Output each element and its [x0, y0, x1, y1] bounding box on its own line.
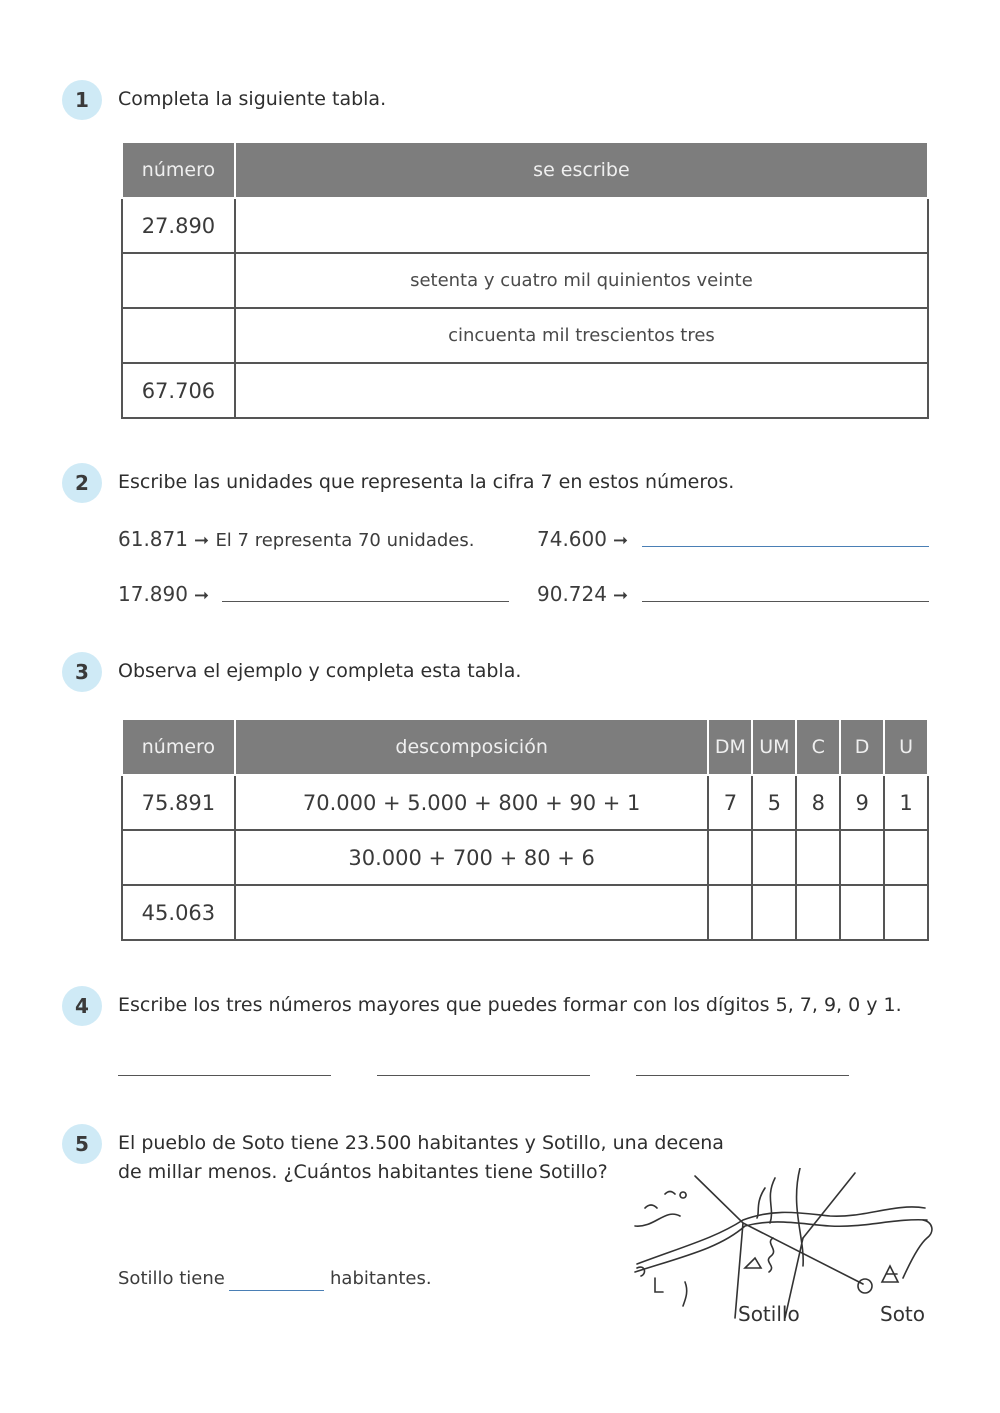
- header-um: UM: [752, 719, 796, 775]
- table-row: [122, 253, 928, 308]
- digit-answer-cell-d[interactable]: [840, 885, 884, 940]
- exercise-4-badge: 4: [62, 986, 102, 1026]
- decomposition-answer-cell[interactable]: [235, 885, 709, 940]
- map-dot-soto: [858, 1279, 872, 1293]
- ex2-number: 17.890: [118, 582, 188, 606]
- ex2-answer-line[interactable]: [642, 601, 929, 602]
- arrow-icon: ➞: [193, 530, 210, 551]
- ex2-item-example: [118, 527, 474, 551]
- arrow-icon: ➞: [193, 585, 210, 606]
- map-building-sotillo: [745, 1258, 761, 1268]
- map-road-ne: [803, 1173, 855, 1238]
- map-tower-icon: [882, 1266, 898, 1282]
- ex2-number: 74.600: [537, 527, 607, 551]
- header-u: U: [884, 719, 928, 775]
- table-row: [122, 775, 928, 830]
- ex5-answer-suffix: habitantes.: [330, 1268, 432, 1289]
- ex2-number: 90.724: [537, 582, 607, 606]
- header-dm: DM: [708, 719, 752, 775]
- exercise-2-badge: 2: [62, 463, 102, 503]
- number-cell: 45.063: [122, 885, 235, 940]
- number-cell: 75.891: [122, 775, 235, 830]
- exercise-5-statement-line2: de millar menos. ¿Cuántos habitantes tiene Sotillo?: [118, 1161, 608, 1183]
- digit-answer-cell-dm[interactable]: [708, 830, 752, 885]
- text-cell: setenta y cuatro mil quinientos veinte: [235, 253, 928, 308]
- map-winding-river: [768, 1238, 773, 1272]
- arrow-icon: ➞: [612, 530, 629, 551]
- digit-answer-cell-um[interactable]: [752, 830, 796, 885]
- map-decoration: [645, 1192, 686, 1209]
- header-d: D: [840, 719, 884, 775]
- number-cell: 67.706: [122, 363, 235, 418]
- ex2-item: [537, 582, 628, 606]
- ex5-answer-line[interactable]: [229, 1290, 324, 1291]
- map-streams: [757, 1178, 775, 1223]
- number-answer-cell[interactable]: [122, 830, 235, 885]
- ex2-number: 61.871: [118, 527, 188, 551]
- table-row: [122, 308, 928, 363]
- header-se-escribe: se escribe: [235, 142, 928, 198]
- arrow-icon: ➞: [612, 585, 629, 606]
- table-decomposition: [121, 718, 929, 941]
- header-numero: número: [122, 142, 235, 198]
- table-row: [122, 885, 928, 940]
- digit-cell-d: 9: [840, 775, 884, 830]
- header-c: C: [796, 719, 840, 775]
- digit-answer-cell-dm[interactable]: [708, 885, 752, 940]
- ex2-item: [537, 527, 628, 551]
- map-label-soto: Soto: [880, 1302, 926, 1326]
- ex4-answer-line-2[interactable]: [377, 1075, 590, 1076]
- digit-answer-cell-u[interactable]: [884, 830, 928, 885]
- header-numero: número: [122, 719, 235, 775]
- exercise-3-badge: 3: [62, 652, 102, 692]
- text-cell: cincuenta mil trescientos tres: [235, 308, 928, 363]
- map-road-east: [903, 1220, 932, 1278]
- exercise-5-statement-line1: El pueblo de Soto tiene 23.500 habitantes y Sotillo, una decena: [118, 1132, 724, 1154]
- decomposition-cell: 70.000 + 5.000 + 800 + 90 + 1: [235, 775, 709, 830]
- ex5-answer-prefix: Sotillo tiene: [118, 1268, 225, 1289]
- ex2-answer-line[interactable]: [642, 546, 929, 547]
- digit-cell-u: 1: [884, 775, 928, 830]
- map-road-diagonal: [695, 1176, 863, 1284]
- digit-cell-c: 8: [796, 775, 840, 830]
- map-road-north-2: [635, 1220, 927, 1272]
- digit-answer-cell-c[interactable]: [796, 830, 840, 885]
- map-label-sotillo: Sotillo: [738, 1302, 800, 1326]
- ex4-answer-line-3[interactable]: [636, 1075, 849, 1076]
- text-answer-cell[interactable]: [235, 198, 928, 253]
- number-answer-cell[interactable]: [122, 308, 235, 363]
- map-decoration-2: [655, 1278, 687, 1306]
- table-row: [122, 363, 928, 418]
- text-answer-cell[interactable]: [235, 363, 928, 418]
- table-writing-numbers: [121, 141, 929, 419]
- header-descomposicion: descomposición: [235, 719, 709, 775]
- number-cell: 27.890: [122, 198, 235, 253]
- exercise-3-statement: Observa el ejemplo y completa esta tabla.: [118, 660, 522, 682]
- ex4-answer-line-1[interactable]: [118, 1075, 331, 1076]
- digit-cell-dm: 7: [708, 775, 752, 830]
- exercise-4-statement: Escribe los tres números mayores que puedes formar con los dígitos 5, 7, 9, 0 y 1.: [118, 994, 902, 1016]
- table-row: [122, 198, 928, 253]
- number-answer-cell[interactable]: [122, 253, 235, 308]
- ex2-item: [118, 582, 209, 606]
- ex2-answer-line[interactable]: [222, 601, 509, 602]
- digit-answer-cell-d[interactable]: [840, 830, 884, 885]
- exercise-1-badge: 1: [62, 80, 102, 120]
- exercise-2-statement: Escribe las unidades que representa la cifra 7 en estos números.: [118, 471, 735, 493]
- decomposition-cell: 30.000 + 700 + 80 + 6: [235, 830, 709, 885]
- table-row: [122, 830, 928, 885]
- digit-answer-cell-u[interactable]: [884, 885, 928, 940]
- ex2-example-answer: El 7 representa 70 unidades.: [215, 530, 475, 551]
- digit-answer-cell-c[interactable]: [796, 885, 840, 940]
- digit-answer-cell-um[interactable]: [752, 885, 796, 940]
- map-river: [635, 1214, 680, 1226]
- digit-cell-um: 5: [752, 775, 796, 830]
- exercise-1-statement: Completa la siguiente tabla.: [118, 88, 387, 110]
- exercise-5-badge: 5: [62, 1124, 102, 1164]
